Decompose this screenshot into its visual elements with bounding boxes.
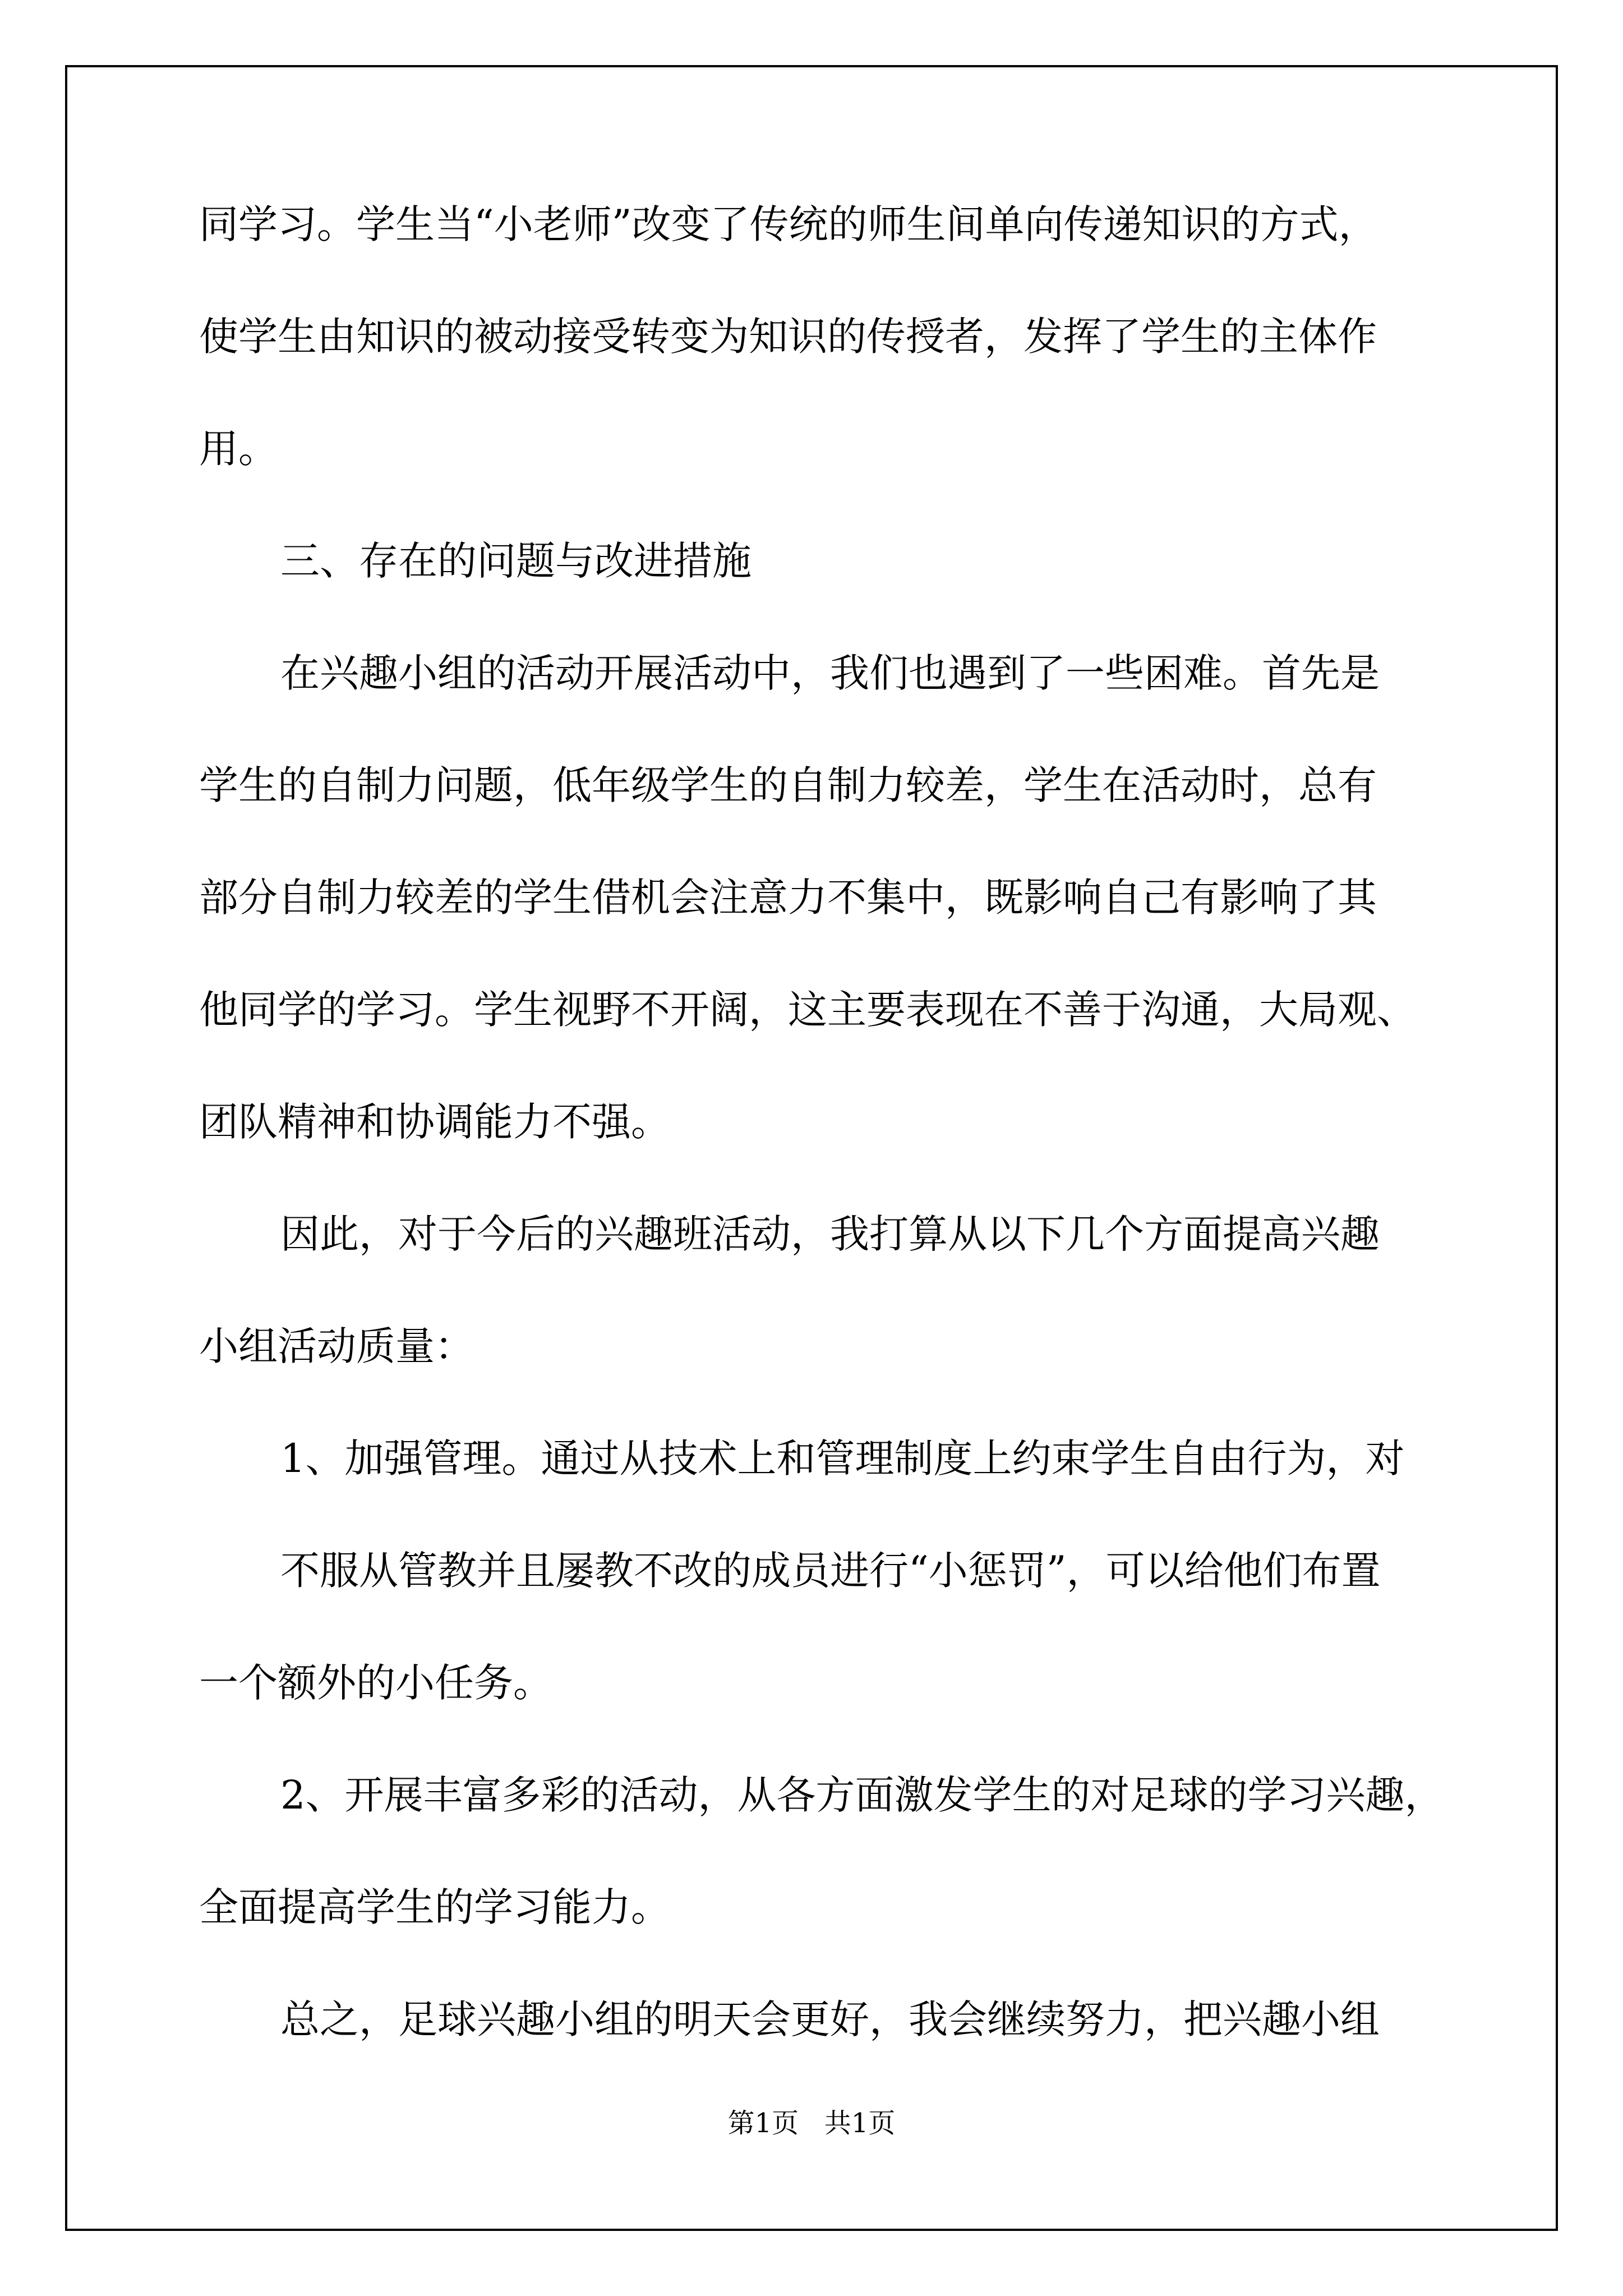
section-heading: 三、存在的问题与改进措施 [280,538,751,584]
text-line: 学生的自制力问题，低年级学生的自制力较差，学生在活动时，总有 [199,762,1377,808]
text-line: 他同学的学习。学生视野不开阔，这主要表现在不善于沟通，大局观、 [199,987,1416,1033]
text-line: 一个额外的小任务。 [199,1660,552,1706]
text-line: 部分自制力较差的学生借机会注意力不集中，既影响自己有影响了其 [199,875,1377,921]
text-line: 同学习。学生当“小老师”改变了传统的师生间单向传递知识的方式， [199,201,1378,247]
text-line: 使学生由知识的被动接受转变为知识的传授者，发挥了学生的主体作 [199,314,1377,360]
page-footer: 第1页 共1页 [727,2108,896,2139]
list-item: 1、加强管理。通过从技术上和管理制度上约束学生自由行为，对 [280,1435,1405,1481]
text-line: 不服从管教并且屡教不改的成员进行“小惩罚”，可以给他们布置 [280,1548,1381,1594]
text-line: 团队精神和协调能力不强。 [199,1099,670,1145]
text-line: 因此，对于今后的兴趣班活动，我打算从以下几个方面提高兴趣 [280,1211,1380,1257]
text-line: 总之，足球兴趣小组的明天会更好，我会继续努力，把兴趣小组 [280,1996,1380,2042]
text-line: 在兴趣小组的活动开展活动中，我们也遇到了一些困难。首先是 [280,650,1380,696]
list-item: 2、开展丰富多彩的活动，从各方面激发学生的对足球的学习兴趣， [280,1772,1444,1818]
text-line: 全面提高学生的学习能力。 [199,1884,670,1930]
text-line: 小组活动质量： [199,1323,474,1369]
text-line: 用。 [199,426,278,472]
